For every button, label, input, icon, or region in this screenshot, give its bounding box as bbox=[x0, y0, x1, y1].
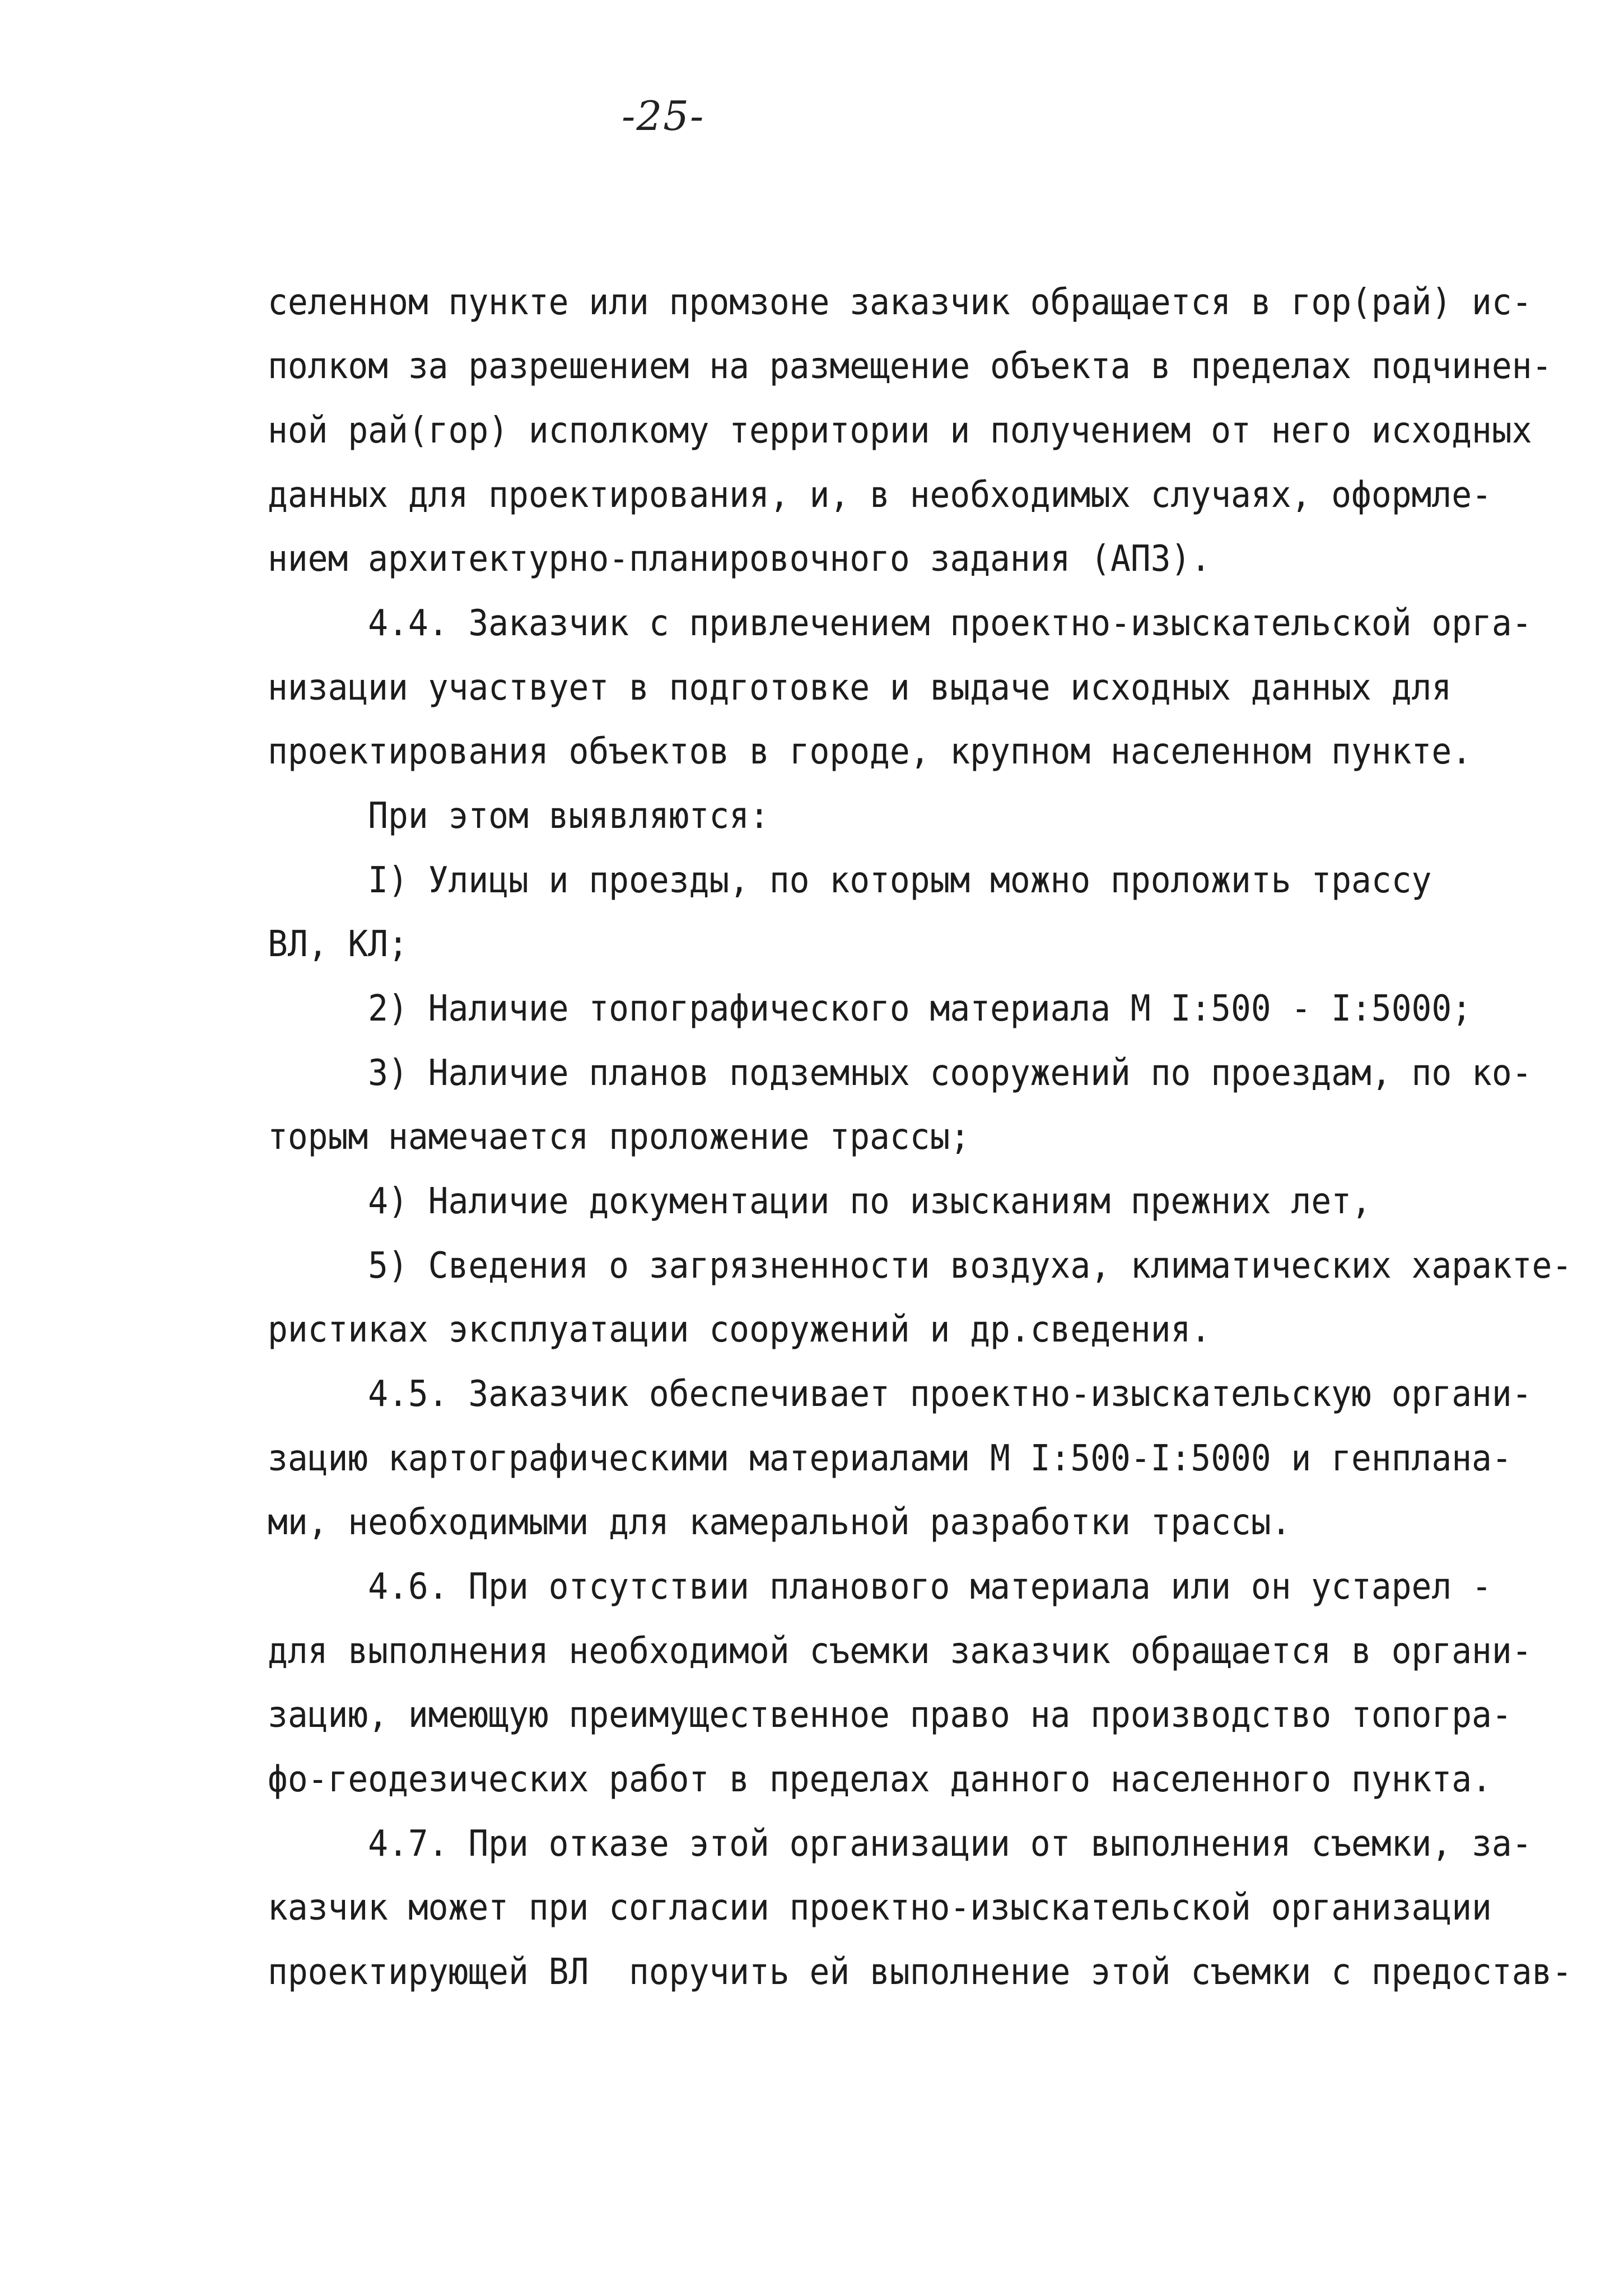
text-line: селенном пункте или промзоне заказчик обращается в гор(рай) ис- bbox=[268, 282, 1532, 323]
text-line: ми, необходимыми для камеральной разработки трассы. bbox=[268, 1502, 1291, 1543]
text-line: 2) Наличие топографического материала М I:500 - I:5000; bbox=[268, 988, 1472, 1030]
text-line: нием архитектурно-планировочного задания (АПЗ). bbox=[268, 538, 1211, 580]
text-line: торым намечается проложение трассы; bbox=[268, 1116, 970, 1158]
text-line: для выполнения необходимой съемки заказчик обращается в органи- bbox=[268, 1631, 1532, 1672]
text-line: проектирования объектов в городе, крупном населенном пункте. bbox=[268, 731, 1472, 772]
text-line: 3) Наличие планов подземных сооружений по проездам, по ко- bbox=[268, 1052, 1532, 1094]
text-line: зацию, имеющую преимущественное право на производство топогра- bbox=[268, 1694, 1512, 1736]
text-line: зацию картографическими материалами М I:500-I:5000 и генплана- bbox=[268, 1438, 1512, 1479]
text-line: ВЛ, КЛ; bbox=[268, 924, 408, 965]
text-line: I) Улицы и проезды, по которым можно проложить трассу bbox=[268, 860, 1432, 901]
text-line: ной рай(гор) исполкому территории и получением от него исходных bbox=[268, 410, 1532, 451]
page-number: -25- bbox=[622, 92, 705, 139]
text-line: 4) Наличие документации по изысканиям прежних лет, bbox=[268, 1181, 1371, 1222]
text-line: фо-геодезических работ в пределах данного населенного пункта. bbox=[268, 1759, 1492, 1800]
text-line: 4.6. При отсутствии планового материала или он устарел - bbox=[268, 1566, 1492, 1608]
text-line: 4.4. Заказчик с привлечением проектно-изыскательской орга- bbox=[268, 603, 1532, 644]
text-line: низации участвует в подготовке и выдаче исходных данных для bbox=[268, 667, 1452, 709]
text-line: данных для проектирования, и, в необходимых случаях, оформле- bbox=[268, 474, 1492, 516]
text-line: ристиках эксплуатации сооружений и др.сведения. bbox=[268, 1309, 1211, 1350]
text-line: 4.7. При отказе этой организации от выполнения съемки, за- bbox=[268, 1823, 1532, 1865]
text-line: проектирующей ВЛ поручить ей выполнение этой съемки с предостав- bbox=[268, 1952, 1572, 1993]
text-line: 5) Сведения о загрязненности воздуха, климатических характе- bbox=[268, 1245, 1572, 1287]
text-line: полком за разрешением на размещение объекта в пределах подчинен- bbox=[268, 346, 1552, 387]
text-line: При этом выявляются: bbox=[268, 795, 769, 837]
text-line: 4.5. Заказчик обеспечивает проектно-изыскательскую органи- bbox=[268, 1373, 1532, 1415]
text-line: казчик может при согласии проектно-изыскательской организации bbox=[268, 1887, 1492, 1929]
